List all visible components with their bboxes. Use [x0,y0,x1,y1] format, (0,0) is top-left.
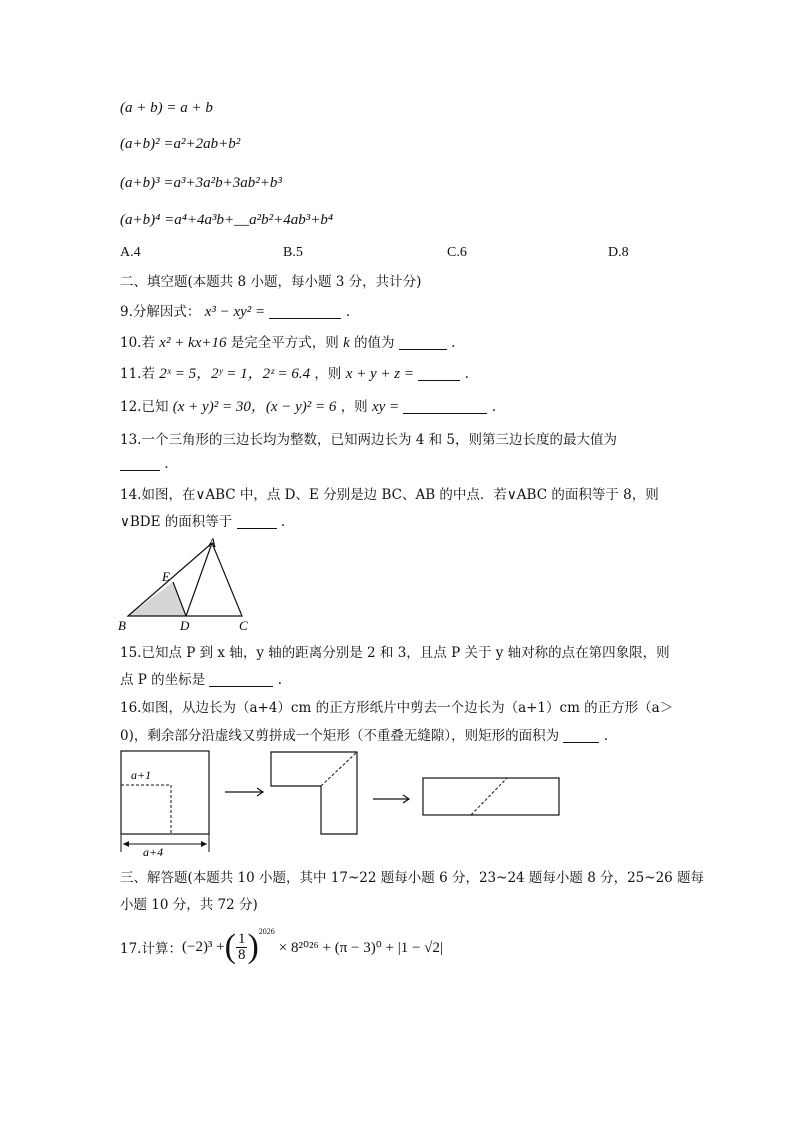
q14-answer-blank[interactable] [237,514,277,529]
q14-text: ∨BDE 的面积等于 [120,514,233,530]
q9-answer-blank[interactable] [269,304,341,319]
option-b: B.5 [283,245,303,260]
question-14-line2 [120,510,285,530]
q15-end: . [277,672,283,688]
arrow-left-icon [123,841,129,847]
q11-label: 11.若 [120,366,155,382]
label-e: E [162,569,170,584]
q17-fraction [236,932,248,963]
q10-answer-blank[interactable] [399,335,447,350]
question-14-line1: 14.如图，在∨ABC 中，点 D、E 分别是边 BC、AB 的中点．若∨ABC 的面积等于 8，则 [120,487,659,503]
shaded-triangle-bde [128,582,186,616]
label-a-plus-1: a+1 [131,768,152,782]
q15-answer-blank[interactable] [209,672,273,687]
q9-expr: x³ − xy² = [204,304,266,320]
q17-paren-close: ) [247,928,259,965]
q17-frac-num: 1 [237,930,246,947]
section3-header-line1: 三、解答题(本题共 10 小题，其中 17~22 题每小题 6 分，23~24 题每小题 8 分，25~26 题每 [120,870,705,886]
question-11 [120,362,469,383]
q15-text: 点 P 的坐标是 [120,672,206,688]
q16-answer-blank[interactable] [563,728,599,743]
q10-label: 10.若 [120,335,155,351]
section3-header-line2: 小题 10 分，共 72 分) [120,897,258,913]
cut-dashed-line [121,785,171,834]
q17-frac-den: 8 [237,946,246,963]
option-d: D.8 [608,245,629,260]
q11-expr2: x + y + z = [345,366,414,382]
q17-part1: (−2)³ + [181,938,225,955]
q17-part2: × 8²⁰²⁶ + (π − 3)⁰ + |1 − √2| [278,939,443,956]
q12-end: . [491,399,497,415]
q11-end: . [464,366,469,382]
question-15-line1: 15.已知点 P 到 x 轴，y 轴的距离分别是 2 和 3，且点 P 关于 y 轴对称的点在第四象限，则 [120,645,670,661]
q10-mid: 是完全平方式，则 [230,335,339,351]
q12-expr2: xy = [371,399,400,415]
question-12 [120,395,496,416]
q12-mid: ，则 [340,399,368,415]
question-13-line1: 13.一个三角形的三边长均为整数，已知两边长为 4 和 5，则第三边长度的最大值为 [120,432,618,448]
q16-text: 0)，剩余部分沿虚线又剪拼成一个矩形（不重叠无缝隙），则矩形的面积为 [120,728,560,744]
q12-answer-blank[interactable] [403,399,487,414]
question-13-line2 [120,456,169,472]
question-15-line2 [120,668,282,688]
q10-end: . [451,335,456,351]
q9-end: . [345,304,351,320]
q11-mid: ，则 [314,366,342,382]
label-c: C [239,618,248,633]
section2-header: 二、填空题(本题共 8 小题，每小题 3 分，共计分) [120,274,422,290]
expansion-1: (a + b) = a + b [120,100,213,116]
q10-expr: x² + kx+16 [159,335,227,351]
question-9 [120,300,350,321]
l-shape-dashed-line [321,752,357,786]
expansion-4: (a+b)⁴ =a⁴+4a³b+__a²b²+4ab³+b⁴ [120,212,334,228]
q11-answer-blank[interactable] [418,366,460,381]
result-rectangle [423,778,559,815]
label-d: D [180,618,190,633]
label-a-plus-4: a+4 [143,845,164,858]
q9-label: 9.分解因式： [120,304,201,320]
q14-end: . [280,514,286,530]
label-b: B [118,618,126,633]
big-square [121,751,209,834]
label-a: A [208,535,216,550]
q17-label: 17.计算： [120,941,182,957]
option-c: C.6 [447,245,467,260]
question-17 [120,925,443,969]
q13-answer-blank[interactable] [120,456,160,471]
q17-paren-open: ( [224,928,236,965]
arrow-right-icon [201,841,207,847]
option-a: A.4 [120,245,141,260]
q11-expr: 2ˣ = 5，2ʸ = 1，2ᶻ = 6.4 [159,366,311,382]
square-cut-figure [115,746,575,858]
q13-end: . [164,456,169,472]
q17-exp: 2026 [258,927,275,936]
q12-label: 12.已知 [120,399,169,415]
triangle-figure [116,534,256,634]
rectangle-dashed-line [471,778,507,815]
q16-end: . [603,728,608,744]
question-16-line1: 16.如图，从边长为（a+4）cm 的正方形纸片中剪去一个边长为（a+1）cm 的正方形（a＞ [120,700,674,716]
question-10 [120,331,455,352]
expansion-2: (a+b)² =a²+2ab+b² [120,136,241,152]
question-16-line2 [120,724,608,744]
expansion-3: (a+b)³ =a³+3a²b+3ab²+b³ [120,175,282,191]
q10-var: k [343,335,350,351]
q10-tail: 的值为 [354,335,395,351]
q12-expr: (x + y)² = 30，(x − y)² = 6 [172,399,337,415]
